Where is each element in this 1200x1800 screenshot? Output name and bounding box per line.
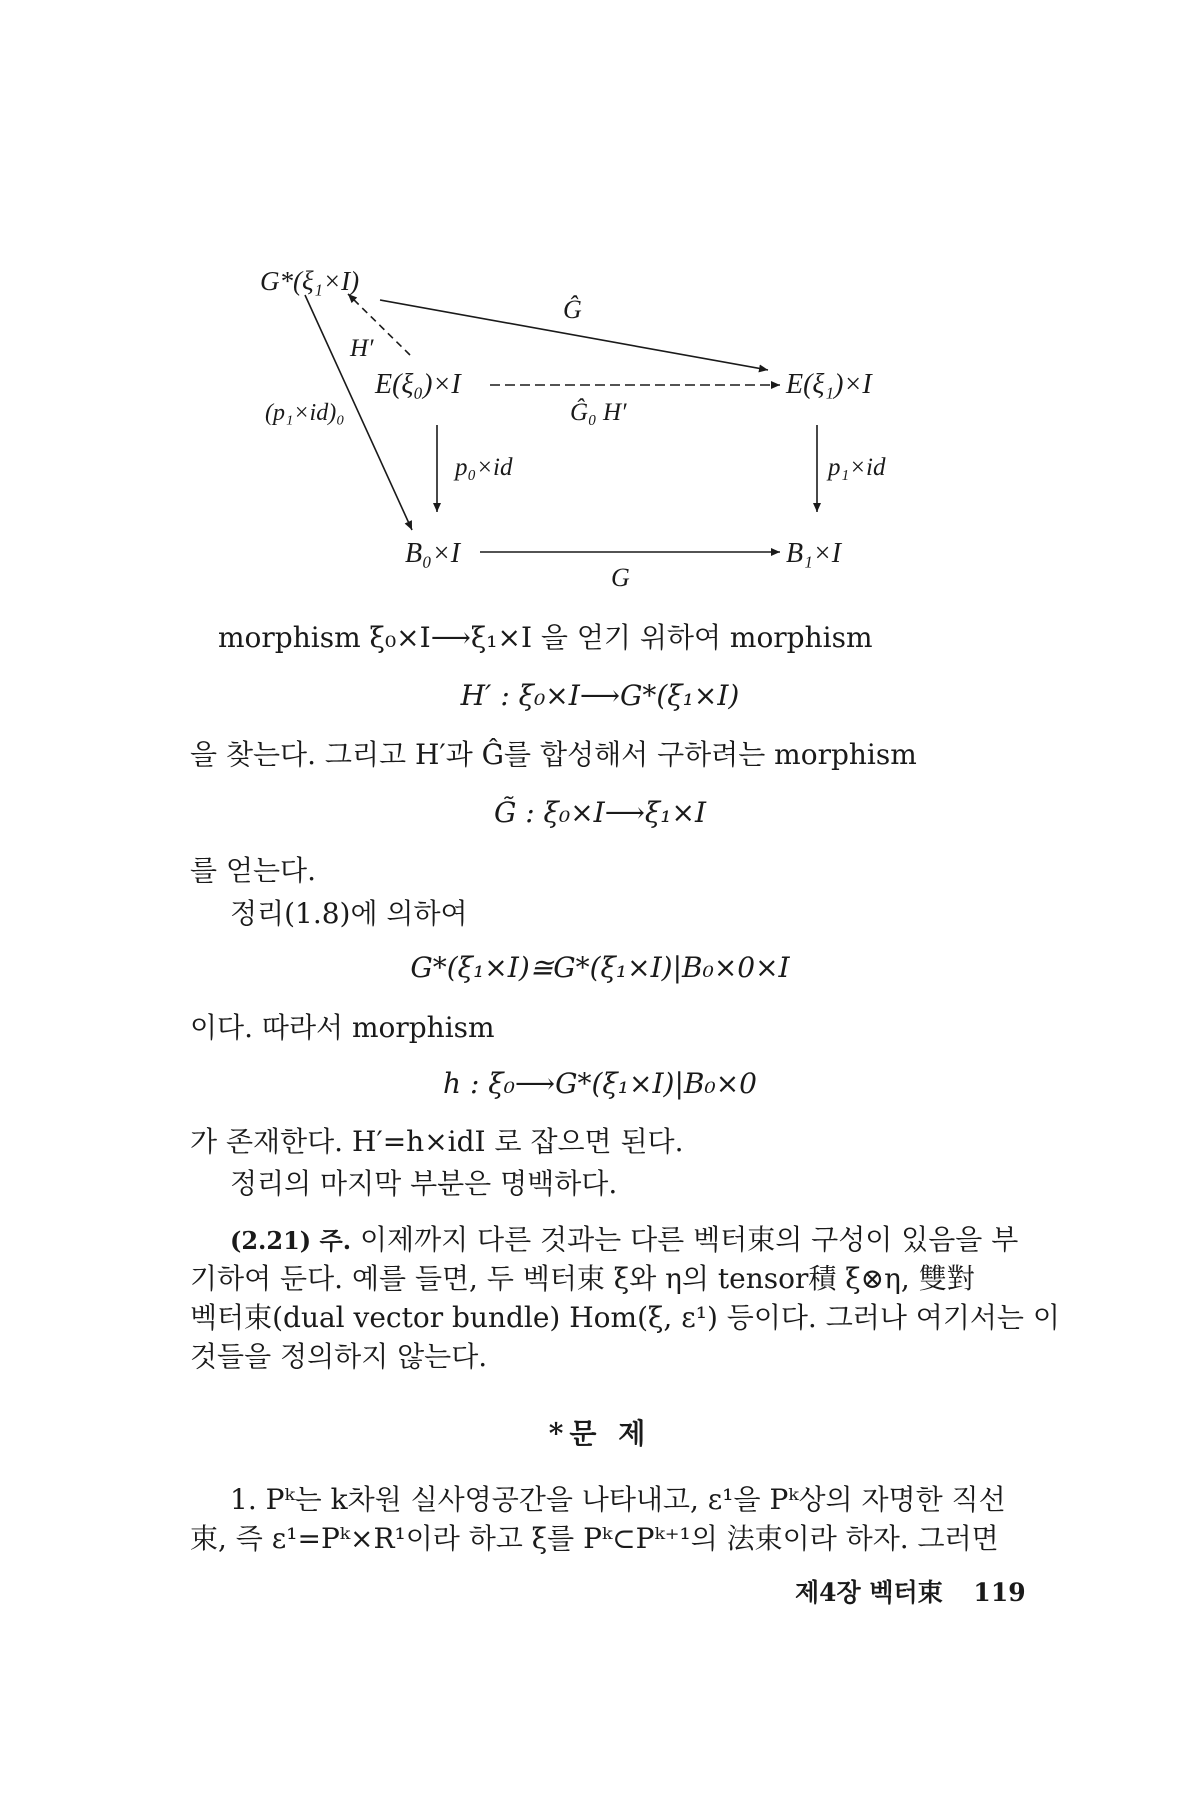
label-left-diagonal: (p₁×id)₀ [265,400,345,426]
page-footer [795,1573,1026,1609]
commutative-diagram [0,0,1200,620]
text-line-7: 정리의 마지막 부분은 명백하다. [230,1167,618,1200]
chapter-title: 제4장 벡터束 [795,1578,943,1607]
node-g-star: G*(ξ₁×I) [260,266,360,296]
text-line-2: 을 찾는다. 그리고 H′과 Ĝ를 합성해서 구하려는 morphism [190,738,917,771]
text-line-1: morphism ξ₀×I⟶ξ₁×I 을 얻기 위하여 morphism [218,621,873,654]
remark-text-1: 이제까지 다른 것과는 다른 벡터束의 구성이 있음을 부 [359,1223,1019,1256]
label-g0-h-prime: Ĝ₀ H′ [570,399,627,426]
label-g: G [611,563,630,592]
remark-line-1 [230,1222,1018,1259]
remark-line-3: 벡터束(dual vector bundle) Hom(ξ, ε¹) 등이다. 그러나 여기서는 이 [190,1301,1060,1334]
text-line-6: 가 존재한다. H′=h×idI 로 잡으면 된다. [190,1125,684,1158]
node-e0: E(ξ₀)×I [375,369,461,400]
node-b0: B₀×I [405,538,461,569]
remark-line-2: 기하여 둔다. 예를 들면, 두 벡터束 ξ와 η의 tensor積 ξ⊗η, 雙對 [190,1262,975,1295]
label-p1: p₁×id [828,454,886,481]
problem-1-line-2: 束, 즉 ε¹=Pᵏ×R¹이라 하고 ξ를 Pᵏ⊂Pᵏ⁺¹의 法束이라 하자. 그러면 [190,1522,999,1555]
label-p0: p₀×id [455,454,513,481]
text-line-5: 이다. 따라서 morphism [190,1011,495,1044]
node-b1: B₁×I [786,538,842,569]
equation-4: h : ξ₀⟶G*(ξ₁×I)|B₀×0 [443,1067,757,1100]
label-h-prime: H′ [350,335,374,362]
problem-1-line-1: 1. Pᵏ는 k차원 실사영공간을 나타내고, ε¹을 Pᵏ상의 자명한 직선 [230,1483,1006,1516]
page-number: 119 [973,1578,1026,1607]
text-line-3: 를 얻는다. [190,854,316,887]
equation-3: G*(ξ₁×I)≅G*(ξ₁×I)|B₀×0×I [410,951,790,984]
text-line-4: 정리(1.8)에 의하여 [230,897,468,930]
equation-2: G̃ : ξ₀×I⟶ξ₁×I [493,796,707,829]
equation-1: H′ : ξ₀×I⟶G*(ξ₁×I) [460,679,740,712]
remark-label: (2.21) 주. [230,1226,352,1255]
label-g-hat: Ĝ [563,295,582,324]
remark-line-4: 것들을 정의하지 않는다. [190,1340,488,1373]
node-e1: E(ξ₁)×I [786,369,872,400]
section-heading: *문 제 [548,1417,652,1450]
